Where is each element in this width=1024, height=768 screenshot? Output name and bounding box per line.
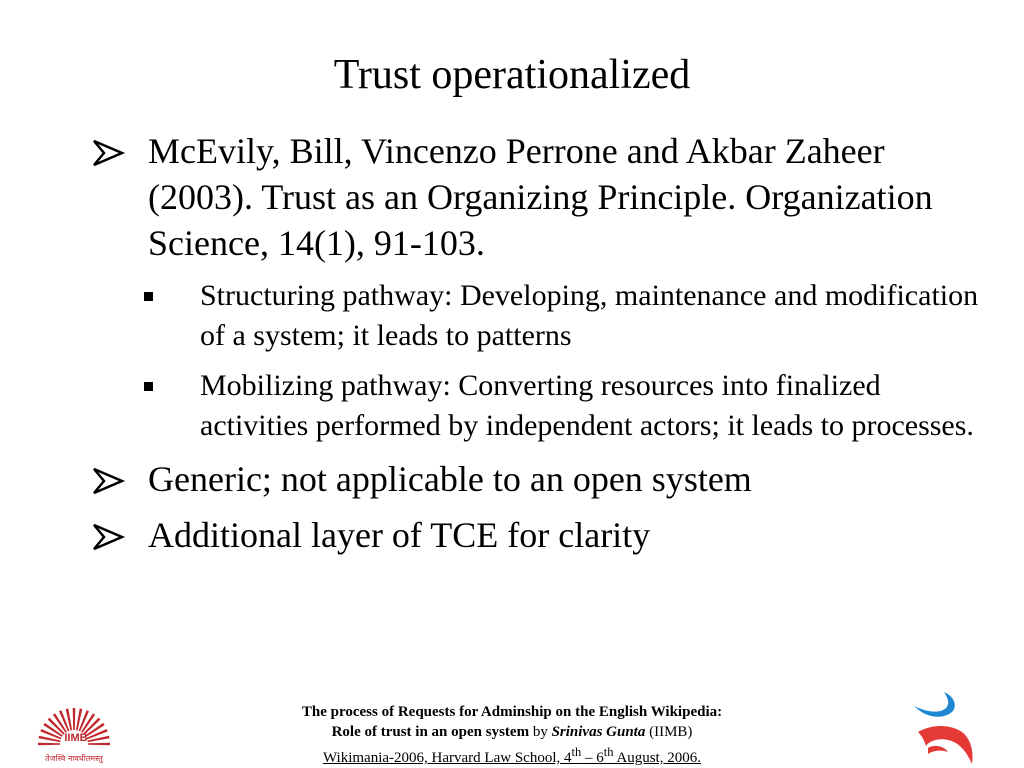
logo-ray — [88, 743, 110, 746]
subbullet-text: Mobilizing pathway: Converting resources into finalized activities performed by independent actors; it leads to processes. — [200, 369, 974, 442]
slide-footer — [180, 702, 844, 768]
arrow-bullet-icon — [90, 512, 130, 558]
footer-line-1: The process of Requests for Adminship on the English Wikipedia: — [301, 704, 723, 720]
footer-line-2: Role of trust in an open system by Srinivas Gunta (IIMB) — [331, 724, 693, 740]
wikimania-logo — [904, 688, 980, 766]
svg-text:IIMB: IIMB — [64, 732, 88, 744]
square-bullet-icon — [144, 292, 153, 301]
svg-text:तेजस्वि नावधीतमस्तु: तेजस्वि नावधीतमस्तु — [45, 754, 103, 763]
arrow-bullet-icon — [90, 128, 130, 174]
logo-ray — [73, 708, 76, 730]
slide-content — [90, 128, 990, 568]
square-bullet-icon — [144, 382, 153, 391]
iimb-logo — [24, 698, 124, 766]
author-name: Srinivas Gunta — [551, 724, 646, 740]
logo-ray — [38, 743, 60, 746]
footer-line-3: Wikimania-2006, Harvard Law School, 4th – 6th August, 2006. — [323, 745, 701, 766]
bullet-text: McEvily, Bill, Vincenzo Perrone and Akbar Zaheer (2003). Trust as an Organizing Principle. Organization Science, 14(1), 91-103. — [148, 131, 933, 263]
subbullet-text: Structuring pathway: Developing, maintenance and modification of a system; it leads to patterns — [200, 279, 979, 352]
bullet-text: Additional layer of TCE for clarity — [148, 515, 651, 555]
bullet-generic — [90, 456, 990, 502]
bullet-mcevily — [90, 128, 990, 266]
bullet-tce — [90, 512, 990, 558]
subbullet-structuring — [90, 276, 980, 356]
bullet-text: Generic; not applicable to an open system — [148, 459, 752, 499]
slide-title: Trust operationalized — [333, 52, 691, 98]
arrow-bullet-icon — [90, 456, 130, 502]
subbullet-mobilizing — [90, 366, 980, 446]
